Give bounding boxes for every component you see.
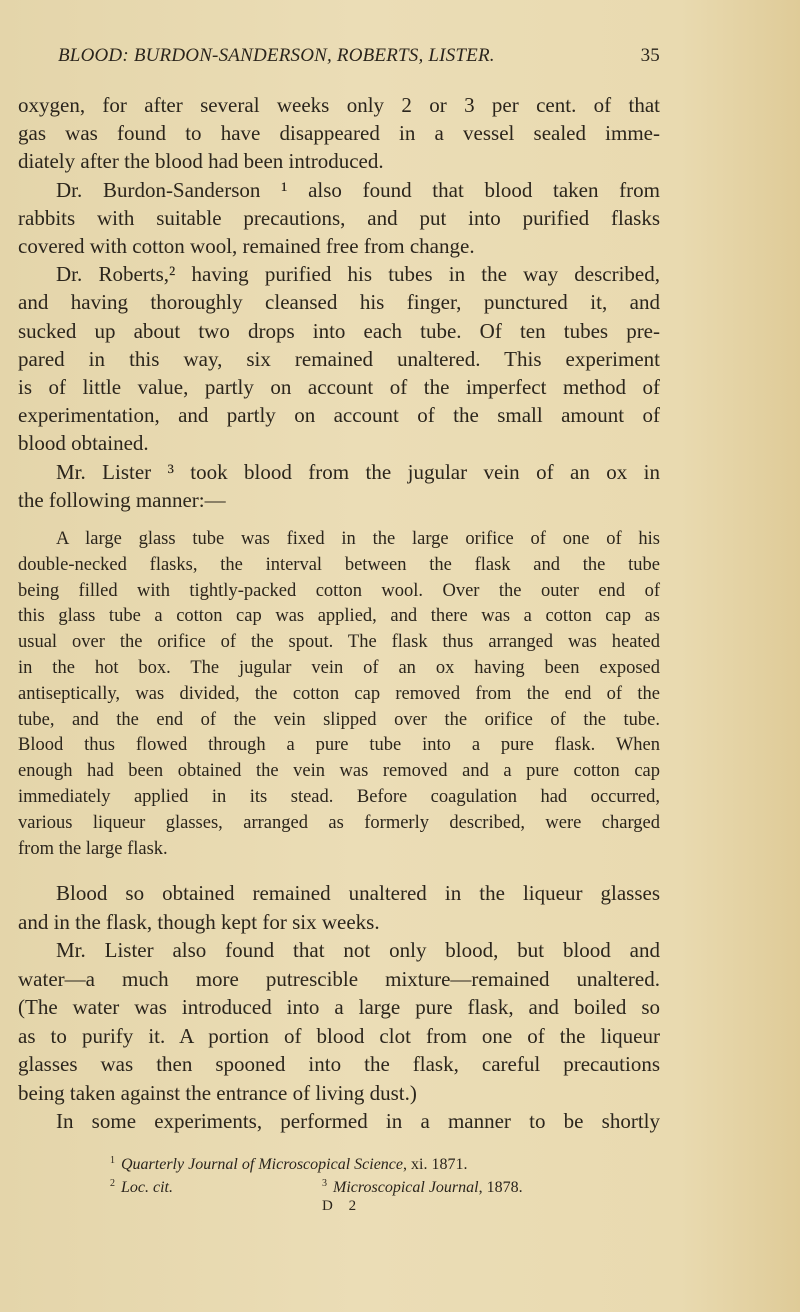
text-line: the following manner:— [18,487,226,512]
text-line: immediately applied in its stead. Before coagulation had occurred, [18,786,660,807]
footnote-title: Loc. cit. [121,1179,173,1196]
footnote-detail: , xi. 1871. [403,1156,468,1173]
paragraph [18,458,660,514]
body-text-upper [18,91,660,514]
text-line: enough had been obtained the vein was removed and a pure cotton cap [18,761,660,782]
text-line: pared in this way, six remained unaltered. This experiment [18,346,660,371]
footnote-title: Quarterly Journal of Microscopical Science [121,1156,403,1173]
text-line: sucked up about two drops into each tube. Of ten tubes pre- [18,318,660,343]
text-line: covered with cotton wool, remained free from change. [18,234,475,259]
paragraph [18,527,660,862]
paragraph [18,936,660,1107]
quoted-passage [18,527,660,862]
text-line: Dr. Burdon-Sanderson ¹ also found that blood taken from [56,177,660,202]
paragraph [18,260,660,457]
text-line: being taken against the entrance of living dust.) [18,1080,417,1105]
paragraph [18,879,660,936]
paragraph [18,91,660,176]
text-line: and having thoroughly cleansed his finger, punctured it, and [18,290,660,315]
text-line: this glass tube a cotton cap was applied, and there was a cotton cap as [18,606,660,627]
text-line: experimentation, and partly on account of the small amount of [18,403,660,428]
text-line: Mr. Lister also found that not only blood, but blood and [56,938,660,962]
running-title: BLOOD: BURDON-SANDERSON, ROBERTS, LISTER. [58,45,495,66]
footnote-detail: , 1878. [478,1179,523,1196]
text-line: Blood thus flowed through a pure tube into a pure flask. When [18,735,660,756]
text-line: A large glass tube was fixed in the large orifice of one of his [56,529,660,549]
text-line: water—a much more putrescible mixture—remained unaltered. [18,966,660,991]
text-line: antiseptically, was divided, the cotton cap removed from the end of the [18,683,660,704]
text-line: (The water was introduced into a large pure flask, and boiled so [18,995,660,1019]
paragraph [18,1107,660,1136]
text-line: gas was found to have disappeared in a vessel sealed imme- [18,121,660,146]
text-line: In some experiments, performed in a manner to be shortly [56,1109,660,1133]
body-text-lower [18,879,660,1136]
text-line: diately after the blood had been introduced. [18,149,384,174]
text-line: glasses was then spooned into the flask, careful precautions [18,1052,660,1076]
text-line: in the hot box. The jugular vein of an ox having been exposed [18,657,660,678]
paragraph [18,176,660,261]
footnote-2 [110,1172,173,1199]
text-line: being filled with tightly-packed cotton wool. Over the outer end of [18,580,660,601]
text-line: oxygen, for after several weeks only 2 or 3 per cent. of that [18,93,660,117]
text-line: various liqueur glasses, arranged as formerly described, were charged [18,812,660,833]
text-line: is of little value, partly on account of the imperfect method of [18,375,660,400]
text-line: Blood so obtained remained unaltered in the liqueur glasses [56,881,660,905]
text-line: Dr. Roberts,² having purified his tubes in the way described, [56,262,660,287]
page-number: 35 [640,45,660,66]
text-line: tube, and the end of the vein slipped over the orifice of the tube. [18,709,660,730]
footnote-mark: 3 [322,1178,327,1189]
text-line: blood obtained. [18,431,149,456]
footnote-title: Microscopical Journal [333,1179,479,1196]
footnote-3 [322,1172,523,1199]
running-header [58,45,660,67]
text-line: Mr. Lister ³ took blood from the jugular vein of an ox in [56,459,660,484]
text-line: and in the flask, though kept for six weeks. [18,909,380,934]
signature-mark: D 2 [322,1198,363,1214]
footnote-mark: 1 [110,1155,115,1166]
text-line: as to purify it. A portion of blood clot from one of the liqueur [18,1023,660,1048]
text-line: rabbits with suitable precautions, and put into purified flasks [18,205,660,230]
text-line: double-necked flasks, the interval between the flask and the tube [18,554,660,575]
text-line: from the large flask. [18,838,168,859]
text-line: usual over the orifice of the spout. The flask thus arranged was heated [18,632,660,653]
footnote-mark: 2 [110,1178,115,1189]
